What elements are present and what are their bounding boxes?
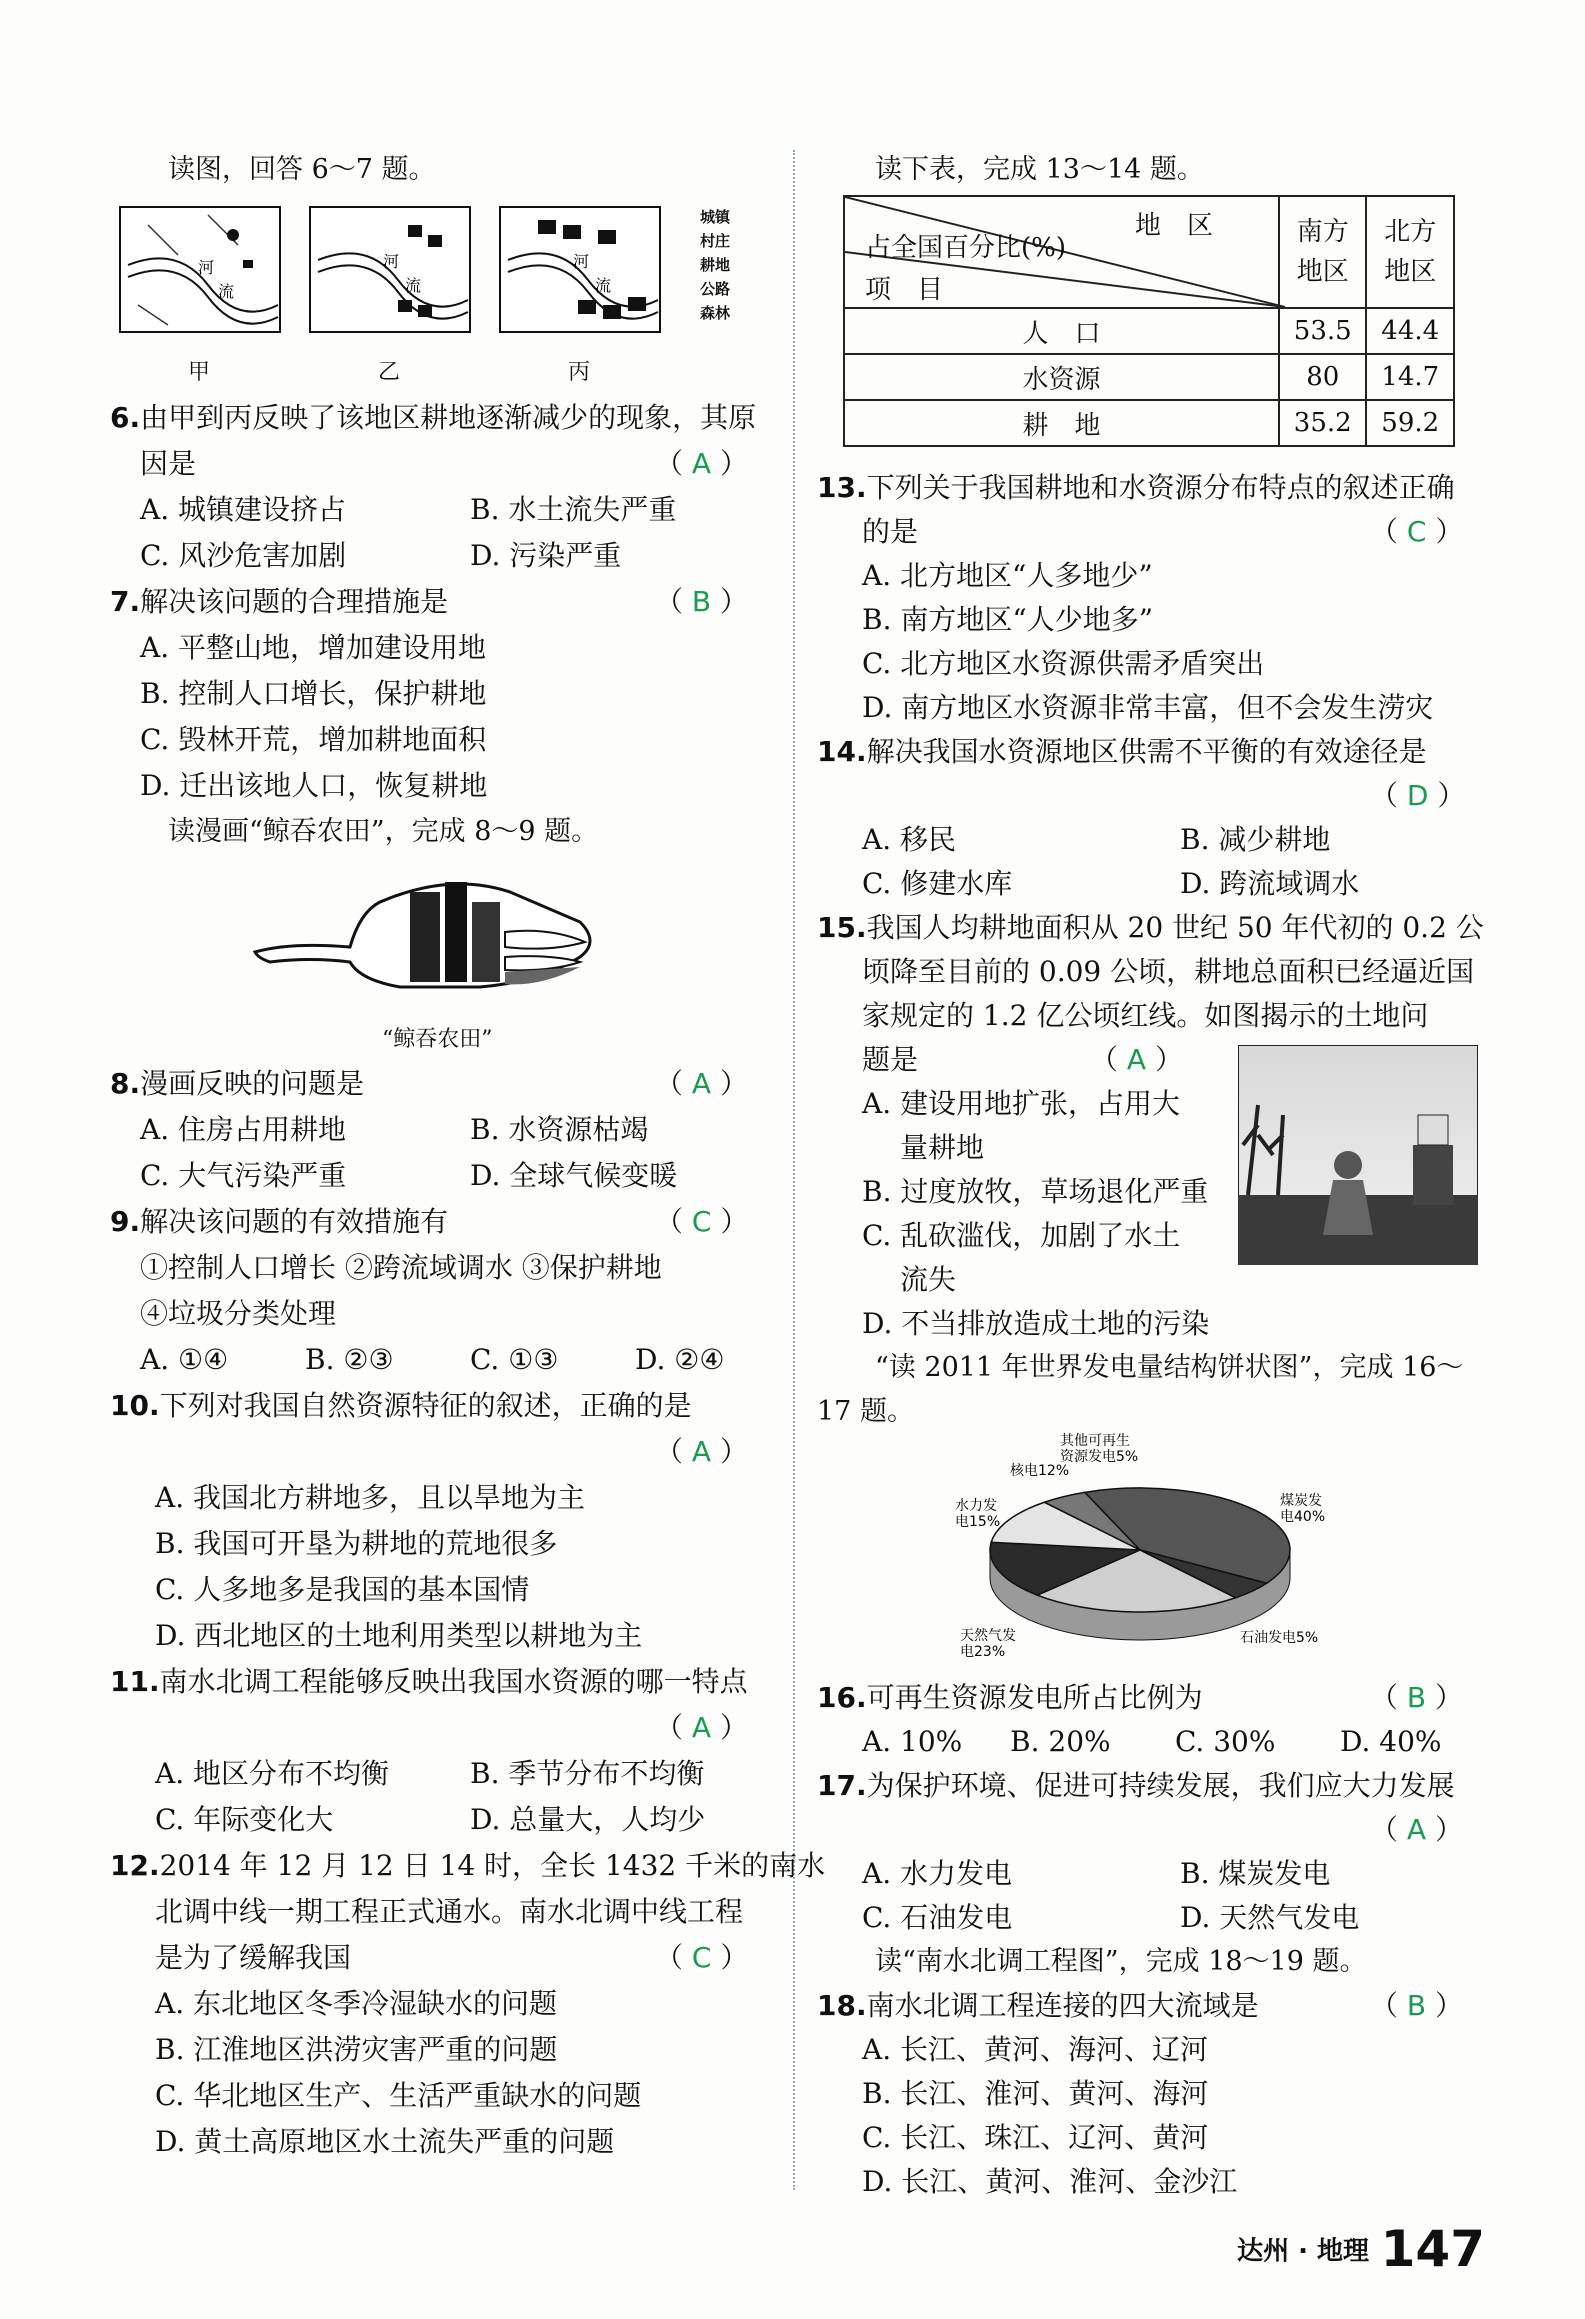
q7-option-b: B. 控制人口增长，保护耕地 [140,677,487,710]
question-17: 17.为保护环境、促进可持续发展，我们应大力发展 [817,1769,1455,1802]
answer-16: （ B ） [1370,1681,1464,1714]
pie-label-天然气发电: 天然气发电23% [960,1628,1016,1660]
q8-option-c: C. 大气污染严重 [140,1159,347,1192]
answer-6: （ A ） [655,447,748,480]
intro-16-17: “读 2011 年世界发电量结构饼状图”，完成 16～ [875,1352,1464,1383]
intro-6-7: 读图，回答 6～7 题。 [168,154,436,185]
row-label: 人 口 [844,308,1279,354]
q17-option-a: A. 水力发电 [862,1857,1013,1890]
q17-option-d: D. 天然气发电 [1180,1901,1360,1934]
q10-option-b: B. 我国可开垦为耕地的荒地很多 [155,1527,558,1560]
answer-13: （ C ） [1370,515,1464,548]
q14-option-c: C. 修建水库 [862,867,1013,900]
q14-option-b: B. 减少耕地 [1180,823,1331,856]
q8-option-b: B. 水资源枯竭 [470,1113,649,1146]
pie-label-石油发电: 石油发电5% [1240,1630,1319,1646]
q16-option-b: B. 20% [1010,1725,1111,1758]
map-label-yi: 乙 [378,360,401,385]
map-yi [310,207,470,332]
page-number: 147 [1380,2220,1485,2278]
pie-label-水力发电: 水力发电15% [955,1498,1001,1530]
q6-option-a: A. 城镇建设挤占 [140,493,347,526]
question-6-line2: 因是 [140,447,197,480]
q12-option-c: C. 华北地区生产、生活严重缺水的问题 [155,2079,642,2112]
header-south: 南方 地区 [1279,196,1366,308]
page-footer [1237,2220,1485,2278]
q7-option-c: C. 毁林开荒，增加耕地面积 [140,723,487,756]
question-15-line2: 顷降至目前的 0.09 公顷，耕地总面积已经逼近国 [862,955,1475,988]
answer-10: （ A ） [655,1435,748,1468]
svg-text:河: 河 [383,252,400,271]
question-15: 15.我国人均耕地面积从 20 世纪 50 年代初的 0.2 公 [817,911,1484,944]
table-row [844,308,1454,354]
question-6: 6.由甲到丙反映了该地区耕地逐渐减少的现象，其原 [110,401,757,434]
q6-option-b: B. 水土流失严重 [470,493,677,526]
question-16: 16.可再生资源发电所占比例为 [817,1681,1203,1714]
question-12-line2: 北调中线一期工程正式通水。南水北调中线工程 [155,1895,744,1928]
q12-option-b: B. 江淮地区洪涝灾害严重的问题 [155,2033,558,2066]
question-7: 7.解决该问题的合理措施是 [110,585,449,618]
intro-16-17-line2: 17 题。 [817,1396,914,1427]
answer-7: （ B ） [655,585,749,618]
svg-text:流: 流 [405,276,422,295]
q6-option-c: C. 风沙危害加剧 [140,539,347,572]
intro-13-14: 读下表，完成 13～14 题。 [875,154,1204,185]
column-divider [793,150,795,2190]
q10-option-c: C. 人多地多是我国的基本国情 [155,1573,530,1606]
question-18: 18.南水北调工程连接的四大流域是 [817,1989,1259,2022]
answer-9: （ C ） [655,1205,749,1238]
svg-text:流: 流 [595,276,612,295]
header-item: 项 目 [865,275,944,305]
q8-option-a: A. 住房占用耕地 [140,1113,347,1146]
question-15-line3: 家规定的 1.2 亿公顷红线。如图揭示的土地问 [862,999,1429,1032]
answer-17: （ A ） [1370,1813,1463,1846]
row-label: 耕 地 [844,400,1279,446]
map-jia [120,207,280,332]
q12-option-a: A. 东北地区冬季冷湿缺水的问题 [155,1987,558,2020]
resource-table [843,195,1455,447]
q7-option-d: D. 迁出该地人口，恢复耕地 [140,769,488,802]
question-14: 14.解决我国水资源地区供需不平衡的有效途径是 [817,735,1427,768]
answer-11: （ A ） [655,1711,748,1744]
svg-text:河: 河 [198,258,215,277]
q15-option-b: B. 过度放牧，草场退化严重 [862,1175,1209,1208]
q6-option-d: D. 污染严重 [470,539,622,572]
question-13: 13.下列关于我国耕地和水资源分布特点的叙述正确 [817,471,1455,504]
header-pct: 占全国百分比(%) [865,233,1066,263]
cell-north: 59.2 [1366,400,1454,446]
q9-option-d: D. ②④ [635,1343,725,1376]
q14-option-d: D. 跨流域调水 [1180,867,1360,900]
question-8: 8.漫画反映的问题是 [110,1067,365,1100]
question-9: 9.解决该问题的有效措施有 [110,1205,449,1238]
q13-option-c: C. 北方地区水资源供需矛盾突出 [862,647,1265,680]
row-label: 水资源 [844,354,1279,400]
intro-8-9: 读漫画“鲸吞农田”，完成 8～9 题。 [168,816,599,847]
question-13-line2: 的是 [862,515,919,548]
map-legend: 城镇 村庄 耕地 公路 森林 [700,208,731,322]
svg-text:河: 河 [573,252,590,271]
pie-slices [990,1488,1290,1640]
svg-text:流: 流 [218,282,235,301]
map-label-jia: 甲 [188,360,211,385]
map-label-bing: 丙 [568,360,591,385]
q11-option-c: C. 年际变化大 [155,1803,334,1836]
q11-option-d: D. 总量大，人均少 [470,1803,706,1836]
q15-option-c-cont: 流失 [900,1263,957,1296]
q8-option-d: D. 全球气候变暖 [470,1159,678,1192]
q11-option-a: A. 地区分布不均衡 [155,1757,390,1790]
cartoon-caption: “鲸吞农田” [382,1027,493,1052]
table-row [844,400,1454,446]
cell-north: 44.4 [1366,308,1454,354]
q17-option-c: C. 石油发电 [862,1901,1013,1934]
header-region: 地 区 [1135,211,1214,241]
pie-label-其他可再生资源发电: 其他可再生资源发电5% [1060,1433,1139,1465]
q10-option-a: A. 我国北方耕地多，且以旱地为主 [155,1481,586,1514]
q13-option-d: D. 南方地区水资源非常丰富，但不会发生涝灾 [862,691,1434,724]
q18-option-a: A. 长江、黄河、海河、辽河 [862,2033,1209,2066]
whale-cartoon-image [250,862,630,1012]
question-12: 12.2014 年 12 月 12 日 14 时，全长 1432 千米的南水 [110,1849,826,1882]
power-generation-pie-chart [940,1430,1360,1680]
cell-south: 35.2 [1279,400,1366,446]
q15-option-a: A. 建设用地扩张，占用大 [862,1087,1181,1120]
q16-option-c: C. 30% [1175,1725,1276,1758]
q18-option-b: B. 长江、淮河、黄河、海河 [862,2077,1209,2110]
answer-12: （ C ） [655,1941,749,1974]
q9-items-line2: ④垃圾分类处理 [140,1297,337,1330]
q18-option-d: D. 长江、黄河、淮河、金沙江 [862,2165,1238,2198]
q15-option-d: D. 不当排放造成土地的污染 [862,1307,1210,1340]
question-10: 10.下列对我国自然资源特征的叙述，正确的是 [110,1389,692,1422]
q9-option-a: A. ①④ [140,1343,229,1376]
question-12-line3: 是为了缓解我国 [155,1941,352,1974]
q15-option-c: C. 乱砍滥伐，加剧了水土 [862,1219,1181,1252]
q9-items-line1: ①控制人口增长 ②跨流域调水 ③保护耕地 [140,1251,662,1284]
q16-option-a: A. 10% [862,1725,963,1758]
q9-option-b: B. ②③ [305,1343,394,1376]
q17-option-b: B. 煤炭发电 [1180,1857,1331,1890]
q16-option-d: D. 40% [1340,1725,1442,1758]
table-row [844,354,1454,400]
question-15-line4: 题是 [862,1043,919,1076]
q14-option-a: A. 移民 [862,823,957,856]
pie-label-煤炭发电: 煤炭发电40% [1280,1493,1326,1525]
header-north: 北方 地区 [1366,196,1454,308]
answer-18: （ B ） [1370,1989,1464,2022]
pie-label-核电: 核电12% [1010,1463,1070,1479]
q9-option-c: C. ①③ [470,1343,559,1376]
q13-option-b: B. 南方地区“人少地多” [862,603,1154,636]
q15-option-a-cont: 量耕地 [900,1131,985,1164]
cell-south: 80 [1279,354,1366,400]
answer-15: （ A ） [1090,1043,1183,1076]
cell-south: 53.5 [1279,308,1366,354]
farmland-photo [1238,1045,1478,1265]
q18-option-c: C. 长江、珠江、辽河、黄河 [862,2121,1209,2154]
answer-8: （ A ） [655,1067,748,1100]
cell-north: 14.7 [1366,354,1454,400]
intro-18-19: 读“南水北调工程图”，完成 18～19 题。 [875,1946,1367,1977]
question-11: 11.南水北调工程能够反映出我国水资源的哪一特点 [110,1665,748,1698]
table-diagonal-header [844,196,1279,308]
land-use-maps [118,205,768,345]
q7-option-a: A. 平整山地，增加建设用地 [140,631,487,664]
q10-option-d: D. 西北地区的土地利用类型以耕地为主 [155,1619,643,1652]
q11-option-b: B. 季节分布不均衡 [470,1757,705,1790]
answer-14: （ D ） [1370,779,1466,812]
q13-option-a: A. 北方地区“人多地少” [862,559,1153,592]
footer-text: 达州 · 地理 [1237,2236,1370,2267]
q12-option-d: D. 黄土高原地区水土流失严重的问题 [155,2125,615,2158]
map-bing [500,207,660,332]
